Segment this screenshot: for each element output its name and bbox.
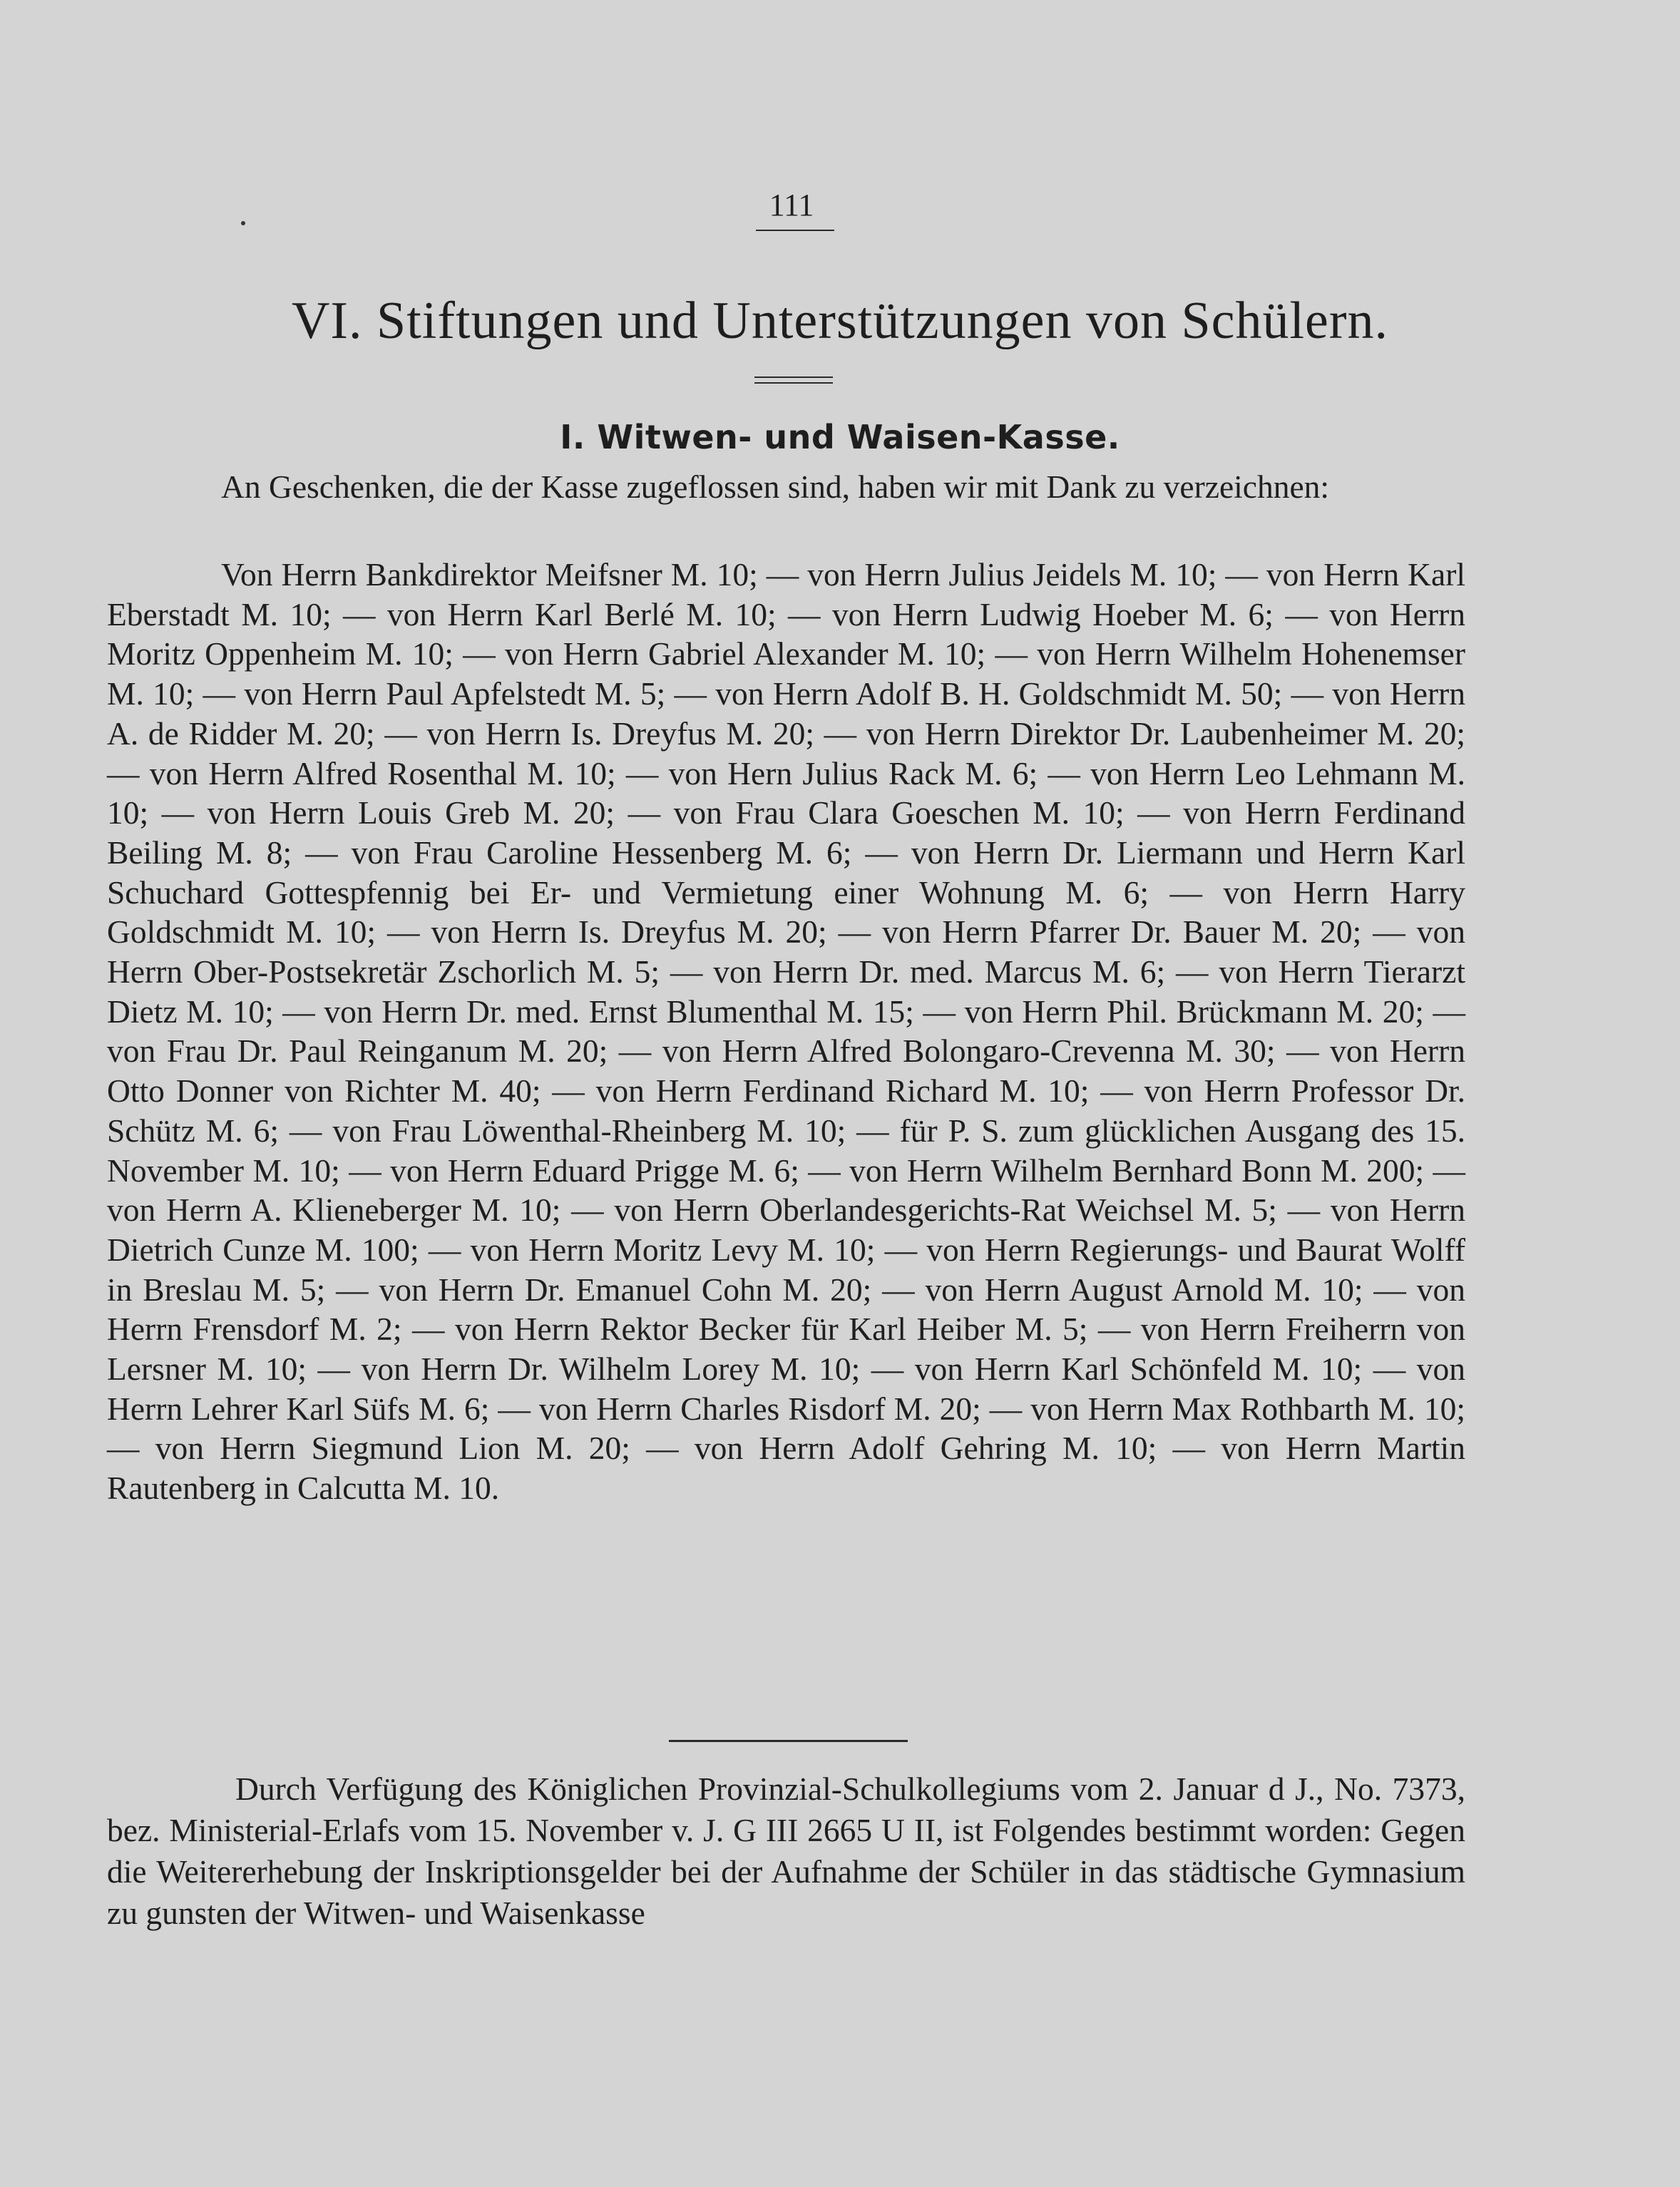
section-divider: [669, 1740, 908, 1742]
donor-list-paragraph: Von Herrn Bankdirektor Meifsner M. 10; — von Herrn Julius Jeidels M. 10; — von Herrn Karl Eberstadt M. 10; — von Herrn Karl Berlé M. 10; — von Herrn Ludwig Hoeber M. 6; — von Herrn Moritz Oppenheim M. 10; — von Herrn Gabriel Alexander M. 10; — von Herrn Wilhelm Hohenemser M. 10; — von Herrn Paul Apfelstedt M. 5; — von Herrn Adolf B. H. Goldschmidt M. 50; — von Herrn A. de Ridder M. 20; — von Herrn Is. Dreyfus M. 20; — von Herrn Direktor Dr. Laubenheimer M. 20; — von Herrn Alfred Rosenthal M. 10; — von Hern Julius Rack M. 6; — von Herrn Leo Lehmann M. 10; — von Herrn Louis Greb M. 20; — von Frau Clara Goeschen M. 10; — von Herrn Ferdinand Beiling M. 8; — von Frau Caroline Hessenberg M. 6; — von Herrn Dr. Liermann und Herrn Karl Schuchard Gottespfennig bei Er- und Vermietung einer Wohnung M. 6; — von Herrn Harry Goldschmidt M. 10; — von Herrn Is. Dreyfus M. 20; — von Herrn Pfarrer Dr. Bauer M. 20; — von Herrn Ober-Postsekretär Zschorlich M. 5; — von Herrn Dr. med. Marcus M. 6; — von Herrn Tierarzt Dietz M. 10; — von Herrn Dr. med. Ernst Blumenthal M. 15; — von Herrn Phil. Brückmann M. 20; — von Frau Dr. Paul Reinganum M. 20; — von Herrn Alfred Bolongaro-Crevenna M. 30; — von Herrn Otto Donner von Richter M. 40; — von Herrn Ferdinand Richard M. 10; — von Herrn Professor Dr. Schütz M. 6; — von Frau Löwenthal-Rheinberg M. 10; — für P. S. zum glücklichen Ausgang des 15. November M. 10; — von Herrn Eduard Prigge M. 6; — von Herrn Wilhelm Bernhard Bonn M. 200; — von Herrn A. Klieneberger M. 10; — von Herrn Oberlandesgerichts-Rat Weichsel M. 5; — von Herrn Dietrich Cunze M. 100; — von Herrn Moritz Levy M. 10; — von Herrn Regierungs- und Baurat Wolff in Breslau M. 5; — von Herrn Dr. Emanuel Cohn M. 20; — von Herrn August Arnold M. 10; — von Herrn Frensdorf M. 2; — von Herrn Rektor Becker für Karl Heiber M. 5; — von Herrn Freiherrn von Lersner M. 10; — von Herrn Dr. Wilhelm Lorey M. 10; — von Herrn Karl Schönfeld M. 10; — von Herrn Lehrer Karl Süfs M. 6; — von Herrn Charles Risdorf M. 20; — von Herrn Max Rothbarth M. 10; — von Herrn Siegmund Lion M. 20; — von Herrn Adolf Gehring M. 10; — von Herrn Martin Rautenberg in Calcutta M. 10.: [107, 556, 1465, 1507]
intro-paragraph: An Geschenken, die der Kasse zugeflossen sind, haben wir mit Dank zu verzeichnen:: [221, 468, 1330, 505]
double-rule-divider: [754, 377, 833, 384]
section-title: I. Witwen- und Waisen-Kasse.: [560, 418, 1120, 456]
chapter-title: VI. Stiftungen und Unterstützungen von Schülern.: [291, 292, 1389, 350]
decree-paragraph-block: [107, 1768, 1465, 1934]
paper-speck: [241, 221, 245, 225]
page-number: 111: [769, 188, 814, 222]
intro-paragraph-block: [107, 467, 1465, 507]
decree-paragraph: Durch Verfügung des Königlichen Provinzial-Schulkollegiums vom 2. Januar d J., No. 7373, bez. Ministerial-Erlafs vom 15. November v. J. G III 2665 U II, ist Folgendes bestimmt worden: Gegen die Weitererhebung der Inskriptionsgelder bei der Aufnahme der Schüler in das städtische Gymnasium zu gunsten der Witwen- und Waisenkasse: [107, 1771, 1465, 1931]
page-number-underline: [756, 230, 834, 231]
donor-list-block: [107, 555, 1465, 1508]
